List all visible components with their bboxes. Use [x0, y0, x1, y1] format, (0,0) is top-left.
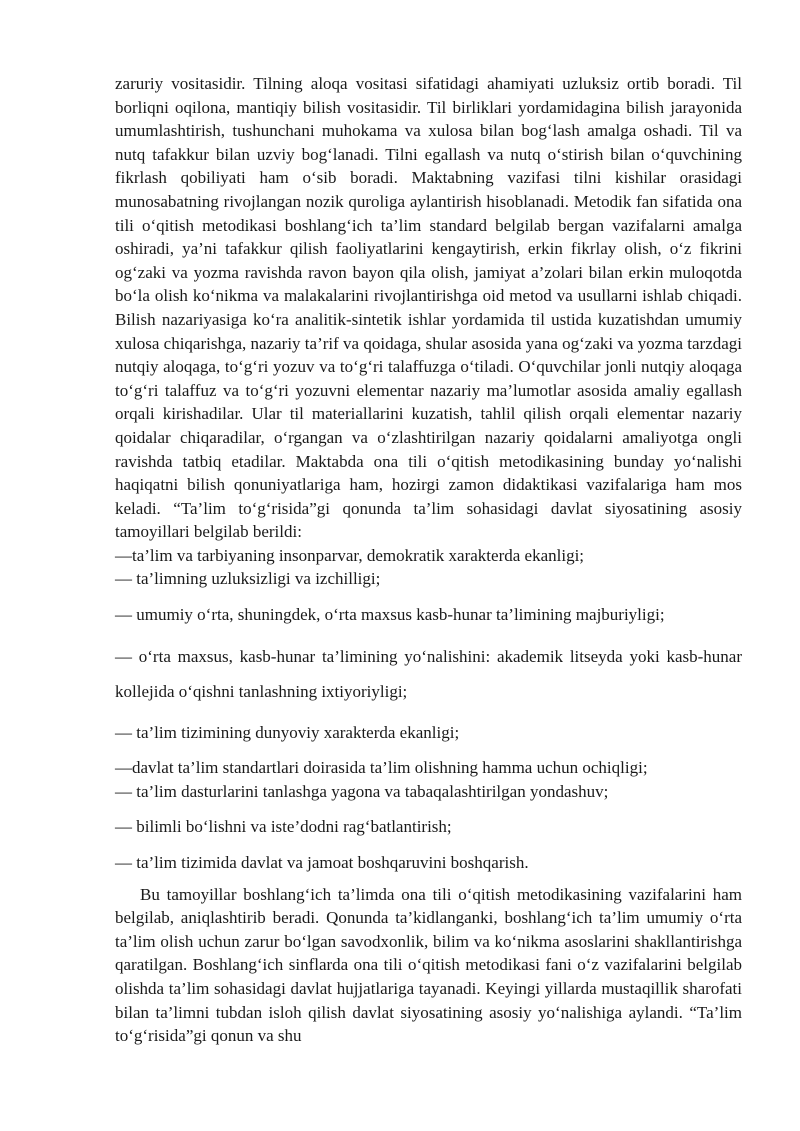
- list-item: — ta’lim dasturlarini tanlashga yagona va tabaqalashtirilgan yondashuv;: [115, 781, 609, 801]
- list-item: — umumiy o‘rta, shuningdek, o‘rta maxsus kasb-hunar ta’limining majburiyligi;: [115, 605, 665, 625]
- list-item: —ta’lim va tarbiyaning insonparvar, demokratik xarakterda ekanligi;: [115, 545, 585, 565]
- principles-list: [115, 544, 742, 875]
- document-page: [115, 72, 742, 1048]
- list-item: — o‘rta maxsus, kasb-hunar ta’limining yo‘nalishini: akademik litseyda yoki kasb-hunar kollejida o‘qishni tanlashning ixtiyoriyligi;: [115, 646, 742, 701]
- body-paragraph: Bu tamoyillar boshlang‘ich ta’limda ona tili o‘qitish metodikasining vazifalarini ham belgilab, aniqlashtirib beradi. Qonunda ta’kidlanganki, boshlang‘ich ta’lim umumiy o‘rta ta’lim olish uchun zarur bo‘lgan savodxonlik, bilim va ko‘nikma asoslarini shakllantirishga qaratilgan. Boshlang‘ich sinflarda ona tili o‘qitish metodikasi fani o‘z vazifalarini belgilab olishda ta’lim sohasidagi davlat hujjatlariga tayanadi. Keyingi yillarda mustaqillik sharofati bilan ta’limni tubdan isloh qilish davlat siyosatining asosiy yo‘nalishiga aylandi. “Ta’lim to‘g‘risida”gi qonun va shu: [115, 884, 742, 1046]
- body-paragraph: zaruriy vositasidir. Tilning aloqa vositasi sifatidagi ahamiyati uzluksiz ortib boradi. Til borliqni oqilona, mantiqiy bilish vositasidir. Til birliklari yordamidagina bilish jarayonida umumlashtirish, tushunchani muhokama va xulosa bilan bog‘lash amalga oshadi. Til va nutq tafakkur bilan uzviy bog‘lanadi. Tilni egallash va nutq o‘stirish bilan o‘quvchining fikrlash qobiliyati ham o‘sib boradi. Maktabning vazifasi tilni kishilar orasidagi munosabatning rivojlangan nozik quroliga aylantirish hisoblanadi. Metodik fan sifatida ona tili o‘qitish metodikasi boshlang‘ich ta’lim standard belgilab bergan vazifalarni amalga oshiradi, ya’ni tafakkur qilish faoliyatlarini kengaytirish, erkin fikrlay olish, o‘z fikrini og‘zaki va yozma ravishda ravon bayon qila olish, jamiyat a’zolari bilan erkin muloqotda bo‘la olish ko‘nikma va malakalarini rivojlantirishga oid metod va usullarni ishlab chiqadi. Bilish nazariyasiga ko‘ra analitik-sintetik ishlar yordamida til ustida kuzatishdan umumiy xulosa chiqarishga, nazariy ta’rif va qoidaga, shular asosida yana og‘zaki va yozma tarzdagi nutqiy aloqaga, to‘g‘ri yozuv va to‘g‘ri talaffuzga o‘tiladi. O‘quvchilar jonli nutqiy aloqaga to‘g‘ri talaffuz va to‘g‘ri yozuvni elementar nazariy ma’lumotlar asosida amaliy egallash orqali kirishadilar. Ular til materiallarini kuzatish, tahlil qilish orqali elementar nazariy qoidalar chiqaradilar, o‘rgangan va o‘zlashtirilgan nazariy qoidalarni amaliyotga ongli ravishda tatbiq etadilar. Maktabda ona tili o‘qitish metodikasining bunday yo‘nalishi haqiqatni bilish qonuniyatlariga ham, hozirgi zamon didaktikasi vazifalariga ham mos keladi. “Ta’lim to‘g‘risida”gi qonunda ta’lim sohasidagi davlat siyosatining asosiy tamoyillari belgilab berildi:: [115, 74, 742, 542]
- list-item: —davlat ta’lim standartlari doirasida ta’lim olishning hamma uchun ochiqligi;: [115, 758, 648, 778]
- list-item: — ta’lim tizimida davlat va jamoat boshqaruvini boshqarish.: [115, 853, 529, 873]
- list-item: — bilimli bo‘lishni va iste’dodni rag‘batlantirish;: [115, 817, 452, 837]
- list-item: — ta’lim tizimining dunyoviy xarakterda ekanligi;: [115, 722, 460, 742]
- list-item: — ta’limning uzluksizligi va izchilligi;: [115, 569, 381, 589]
